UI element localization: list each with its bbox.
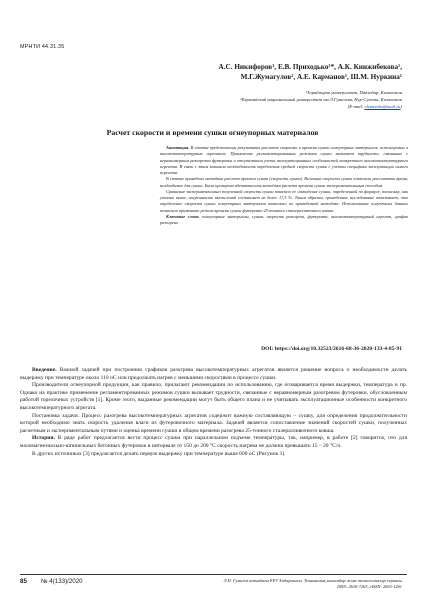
abstract — [160, 145, 408, 226]
keywords-label: Ключевые слова: — [166, 213, 200, 219]
affiliation-2: ²Евразийский национальный университет им.Л.Гумилева, Нур-Султан, Казахстан — [240, 97, 402, 102]
page-number: 85 — [20, 578, 27, 585]
authors-line-1: А.С. Никифоров¹, Е.В. Приходько¹*, А.К. Кинжибекова¹, — [218, 63, 402, 71]
keywords-text: огнеупорные материалы, сушка, скорость разогрева, футеровка, высокотемпературный агрегат, график разогрева. — [160, 213, 408, 225]
abstract-paragraph-1 — [160, 145, 408, 176]
history-text: В ряде работ предлагается вести процесс сушки при параллельном подъеме температуры, так, например, в работе [2] говорится, что для маломагнезиально-шпинельных бетонных футеровок в интервале от 150 до 200 °С скорость нагрева не должна превышать 15 – 20 °С/ч. — [20, 435, 407, 449]
body-paragraph-3: Постановка задачи. Процесс разогрева высокотемпературных агрегатов содержит важную составляющую – сушку, для определения продолжительности которой необходимо знать скорость удаления влаги из футеровочного материала. Задачей является сопоставление значений скоростей сушки, полученных расчетным и экспериментальным путями и оценка времени сушки в общем времени разогрева 25-тонного сталеразливочного ковша. — [20, 412, 407, 434]
intro-paragraph — [20, 367, 407, 382]
abstract-label: Аннотация. — [166, 145, 190, 150]
email-suffix: ) — [400, 104, 402, 109]
journal-name: Л.Н. Гумилев атындағы ЕҰУ Хабаршысы. Техникалық ғылымдар және технологиялар сериясы — [223, 578, 402, 583]
mrnti-code: МРНТИ 44.31.35 — [20, 44, 65, 50]
footer-left — [20, 578, 83, 585]
intro-label: Введение. — [32, 367, 57, 373]
abstract-text-1: В статье представлены результаты расчетов скорости и времени сушки огнеупорных материалов, используемых в высокотемпературных агрегатах. Применение регламентированных режимов сушки вызывает трудности, связанные с неравномерным разогревом футеровки и отсутствием учета эксплуатационных особенностей конкретного высокотемпературного агрегата. В связи с этим возникла необходимость определения средней скорости сушки с учетом специфики эксплуатации самого агрегата. — [160, 145, 408, 175]
keywords-paragraph — [160, 214, 408, 227]
doi-link[interactable]: DOI: https://doi.org/10.32523/2616-68-36-2020-133-4-85-91 — [261, 346, 402, 352]
history-paragraph — [20, 435, 407, 450]
body-paragraph-5: В других источниках [3] предлагается делать первую выдержку при температуре выше 600 оС (Рисунок 1). — [32, 450, 286, 457]
issue-number: № 4(133)/2020 — [40, 578, 83, 585]
abstract-paragraph-3: Сравнение экспериментально полученной скорости сушки показало ее совпадение сушки, определенной по формуле, поскольку, как указано выше, погрешность вычислений составляет не более 17,5 %. Таким образом, проведенное исследование показывает, что определение скорости сушки огнеупорных материалов возможно по приведенной методике. Использование полученных данных позволило применить режим времени сушки футеровки 25-тонного сталеразливочного ковша. — [160, 188, 408, 213]
intro-text: Важной задачей при построении графиков разогрева высокотемпературных агрегатов является решение вопроса о необходимости делать выдержку при температуре около 110 оС или продолжать нагрев с меньшими скоростями в процессе сушки. — [20, 367, 407, 381]
footer-right — [224, 578, 402, 590]
issn-info: ISSN: 2616-7263, eISSN: 2663-1261 — [337, 584, 402, 589]
affiliation-1: ¹Торайгыров университет, Павлодар, Казахстан — [305, 90, 402, 95]
footer-divider — [20, 574, 407, 575]
authors-line-2: М.Г.Жумагулов², А.Е. Карманов¹, Ш.М. Нуркина¹ — [240, 73, 402, 81]
abstract-paragraph-2: В статье приведена методика расчета времени сушки (скорости сушки). Величина скорости сушки позволила рассчитать время, необходимое для сушки. Была проверена адекватность методики расчета времени сушки экспериментальным способом. — [160, 176, 408, 188]
affiliation-email — [102, 104, 402, 109]
body-paragraph-2: Производители огнеупорной продукции, как правило, прилагают рекомендации по использованию, где оговаривается время выдержки, температура и пр. Однако на практике применение регламентированных режимов сушки вызывает трудности, связанные с неравномерным разогревом футеровки, обусловленным работой горелочных устройств [1]. Кроме этого, выданные рекомендации могут быть общего плана и не учитывать эксплуатационные особенности конкретного высокотемпературного агрегата. — [20, 382, 407, 411]
article-title: Расчет скорости и времени сушки огнеупорных материалов — [106, 128, 319, 137]
history-label: История. — [32, 435, 55, 442]
email-prefix: (E-mail: — [347, 104, 365, 109]
email-link[interactable]: elenaveka@mail.ru — [364, 104, 401, 109]
article-body — [20, 367, 407, 458]
